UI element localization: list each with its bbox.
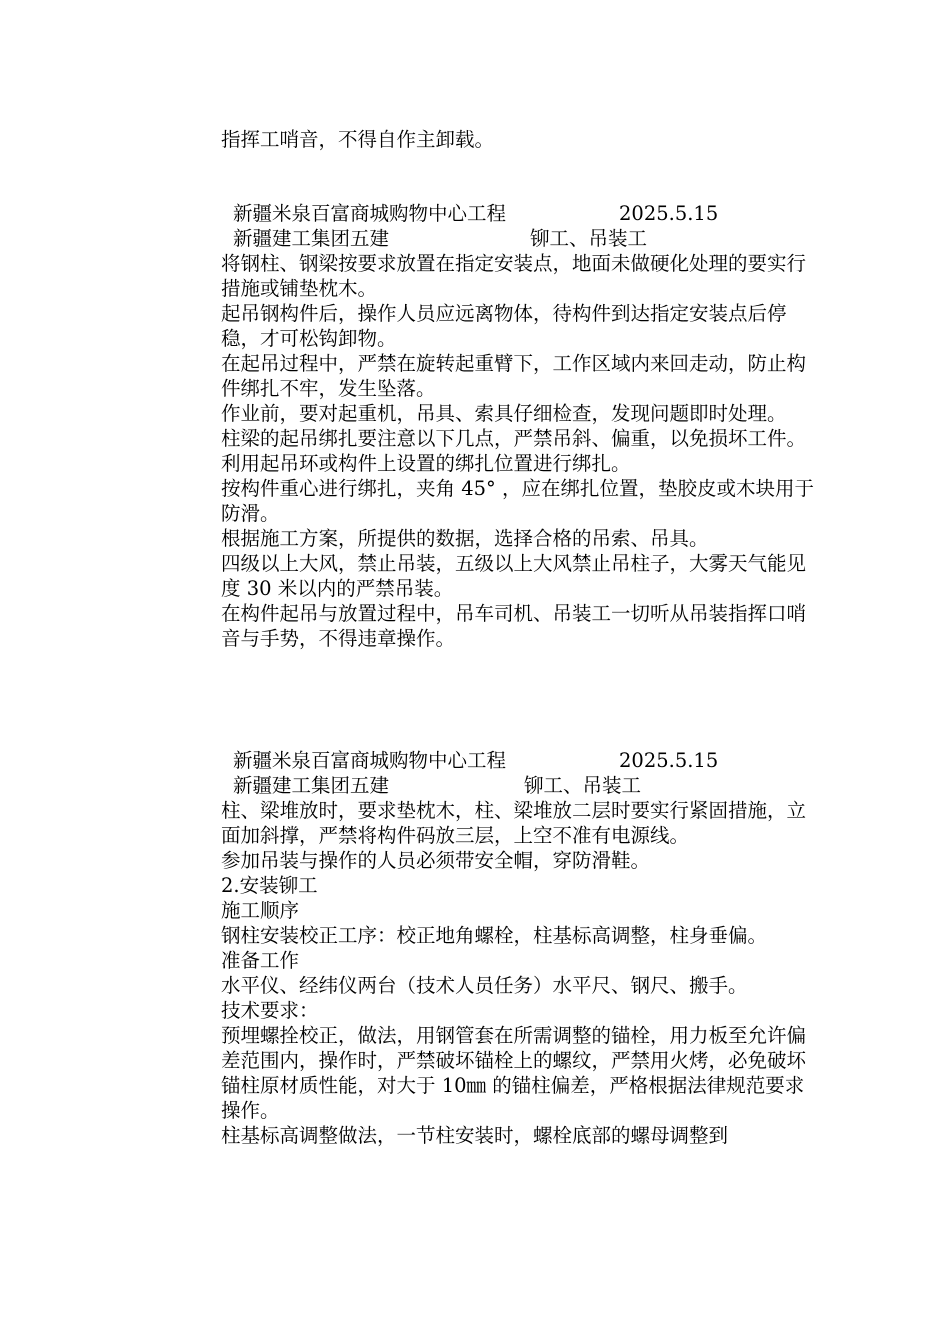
section-2-body: [221, 798, 821, 1148]
paragraph: 根据施工方案，所提供的数据，选择合格的吊索、吊具。: [221, 527, 709, 550]
paragraph: 在起吊过程中，严禁在旋转起重臂下，工作区域内来回走动，防止构件绑扎不牢，发生坠落。: [221, 352, 807, 400]
company-name: 新疆建工集团五建: [233, 227, 390, 250]
paragraph: 柱梁的起吊绑扎要注意以下几点，严禁吊斜、偏重，以免损坏工件。: [221, 427, 807, 450]
paragraph: 指挥工哨音，不得自作主卸载。: [221, 128, 495, 151]
paragraph: 柱、梁堆放时，要求垫枕木，柱、梁堆放二层时要实行紧固措施，立面加斜撑，严禁将构件码放三层，上空不准有电源线。: [221, 799, 807, 847]
header-date: 2025.5.15: [619, 749, 719, 772]
paragraph: 在构件起吊与放置过程中，吊车司机、吊装工一切听从吊装指挥口哨音与手势，不得违章操作。: [221, 602, 807, 650]
trade-name: 铆工、吊装工: [524, 774, 642, 797]
paragraph: 利用起吊环或构件上设置的绑扎位置进行绑扎。: [221, 452, 631, 475]
project-name: 新疆米泉百富商城购物中心工程: [233, 749, 507, 772]
paragraph: 将钢柱、钢梁按要求放置在指定安装点，地面未做硬化处理的要实行措施或铺垫枕木。: [221, 252, 807, 300]
section-heading: 2.安装铆工: [221, 874, 318, 897]
paragraph: 柱基标高调整做法，一节柱安装时，螺栓底部的螺母调整到: [221, 1124, 729, 1147]
company-name: 新疆建工集团五建: [233, 774, 390, 797]
paragraph: 钢柱安装校正工序：校正地角螺栓，柱基标高调整，柱身垂偏。: [221, 924, 768, 947]
project-name: 新疆米泉百富商城购物中心工程: [233, 202, 507, 225]
paragraph: 四级以上大风，禁止吊装，五级以上大风禁止吊柱子，大雾天气能见度 30 米以内的严禁吊装。: [221, 552, 807, 600]
header-project-line-2: [233, 748, 719, 773]
paragraph: 作业前，要对起重机，吊具、索具仔细检查，发现问题即时处理。: [221, 402, 787, 425]
subheading: 准备工作: [221, 949, 300, 972]
paragraph: 预埋螺拴校正，做法，用钢管套在所需调整的锚栓，用力板至允许偏差范围内，操作时，严禁破坏锚栓上的螺纹，严禁用火烤，必免破坏锚柱原材质性能，对大于 10㎜ 的锚柱偏差，严格根据法律规范要求操作。: [221, 1024, 807, 1122]
subheading: 技术要求：: [221, 999, 319, 1022]
trade-name: 铆工、吊装工: [530, 227, 648, 250]
header-project-line-1: [233, 201, 719, 226]
paragraph: 按构件重心进行绑扎，夹角 45° ，应在绑扎位置，垫胶皮或木块用于防滑。: [221, 477, 814, 525]
section-1-body: [221, 251, 821, 651]
header-company-line-2: [233, 773, 642, 798]
header-company-line-1: [233, 226, 648, 251]
paragraph: 水平仪、经纬仪两台（技术人员任务）水平尺、钢尺、搬手。: [221, 974, 748, 997]
paragraph: 参加吊装与操作的人员必须带安全帽，穿防滑鞋。: [221, 849, 651, 872]
header-date: 2025.5.15: [619, 202, 719, 225]
subheading: 施工顺序: [221, 899, 300, 922]
intro-paragraph: [221, 127, 821, 152]
paragraph: 起吊钢构件后，操作人员应远离物体，待构件到达指定安装点后停稳，才可松钩卸物。: [221, 302, 787, 350]
